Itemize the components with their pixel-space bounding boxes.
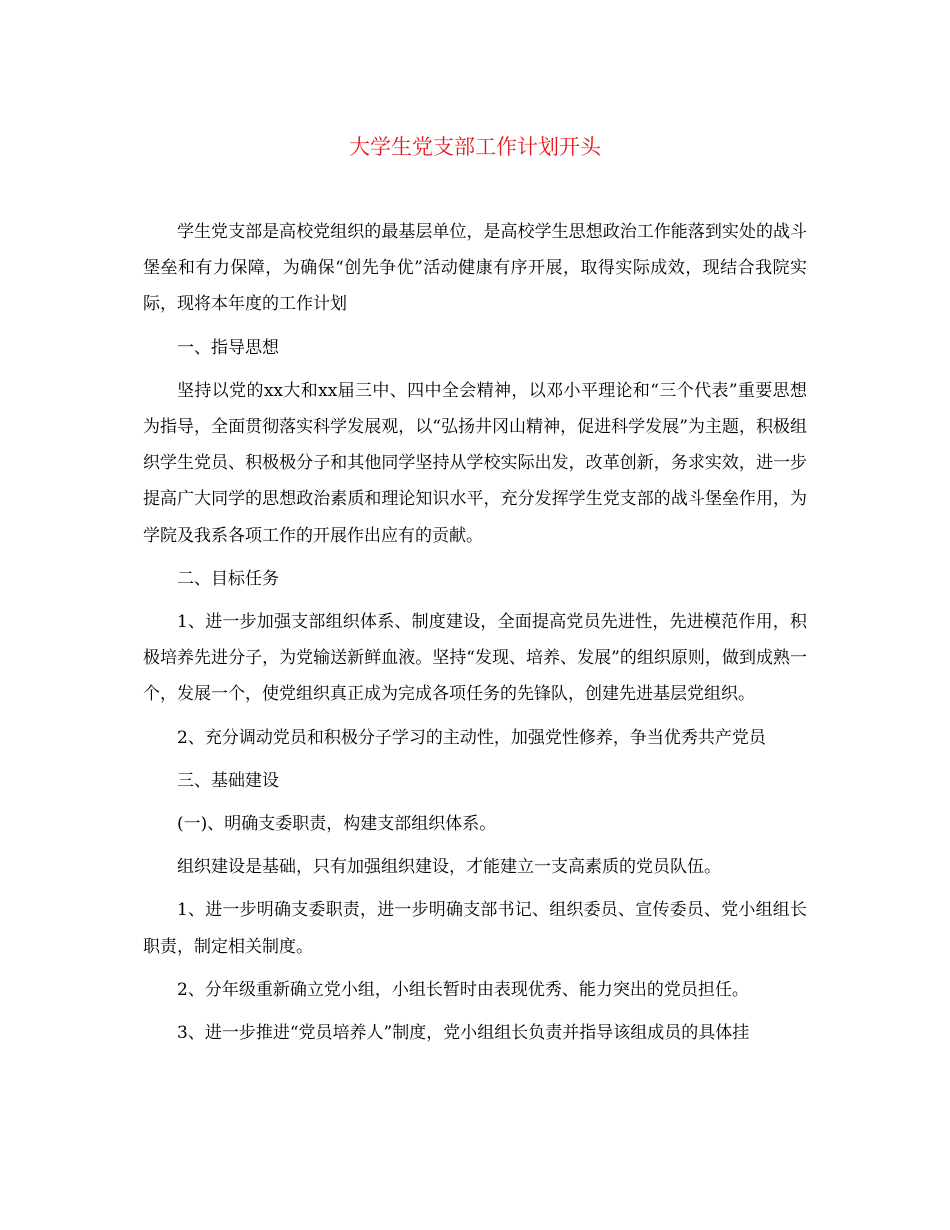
paragraph-item-3: 3、进一步推进“党员培养人”制度，党小组组长负责并指导该组成员的具体挂	[177, 1023, 750, 1044]
paragraph-intro: 学生党支部是高校党组织的最基层单位，是高校学生思想政治工作能落到实处的战斗堡垒和有力保障，为确保“创先争优”活动健康有序开展，取得实际成效，现结合我院实际，现将本年度的工作计划	[143, 222, 807, 315]
paragraph-goal-2: 2、充分调动党员和积极分子学习的主动性，加强党性修养，争当优秀共产党员	[177, 727, 766, 748]
section-heading-goals: 二、目标任务	[177, 568, 279, 589]
paragraph-item-2: 2、分年级重新确立党小组，小组长暂时由表现优秀、能力突出的党员担任。	[177, 979, 749, 1000]
subsection-heading-committee-duties: (一)、明确支委职责，构建支部组织体系。	[177, 814, 497, 835]
paragraph-item-1: 1、进一步明确支委职责，进一步明确支部书记、组织委员、宣传委员、党小组组长职责，制定相关制度。	[143, 900, 807, 957]
section-heading-basic-construction: 三、基础建设	[177, 770, 279, 791]
document-title: 大学生党支部工作计划开头	[349, 135, 601, 159]
section-heading-guiding-ideology: 一、指导思想	[177, 337, 279, 358]
paragraph-goal-1: 1、进一步加强支部组织体系、制度建设，全面提高党员先进性，先进模范作用，积极培养先进分子，为党输送新鲜血液。坚持“发现、培养、发展”的组织原则，做到成熟一个，发展一个，使党组织真正成为完成各项任务的先锋队，创建先进基层党组织。	[143, 612, 807, 705]
paragraph-guiding-ideology: 坚持以党的xx大和xx届三中、四中全会精神，以邓小平理论和“三个代表”重要思想为指导，全面贯彻落实科学发展观，以“弘扬井冈山精神，促进科学发展”为主题，积极组织学生党员、积极极分子和其他同学坚持从学校实际出发，改革创新，务求实效，进一步提高广大同学的思想政治素质和理论知识水平，充分发挥学生党支部的战斗堡垒作用，为学院及我系各项工作的开展作出应有的贡献。	[143, 380, 807, 546]
document-body	[143, 214, 807, 1058]
paragraph-organization-basis: 组织建设是基础，只有加强组织建设，才能建立一支高素质的党员队伍。	[177, 857, 721, 878]
